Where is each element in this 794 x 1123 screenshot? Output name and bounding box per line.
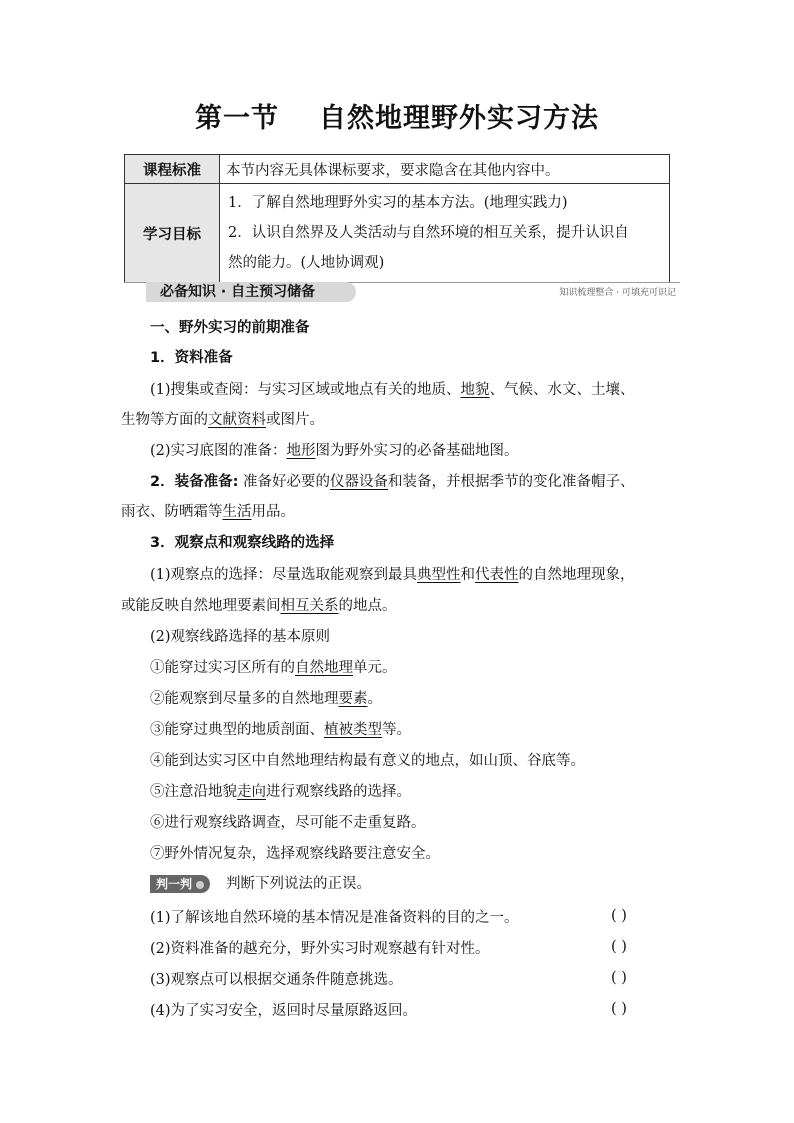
paragraph-line: 2．装备准备: 准备好必要的仪器设备和装备，并根据季节的变化准备帽子、: [150, 474, 635, 490]
curriculum-standard-header: 课程标准: [125, 155, 220, 184]
paragraph-line: (2)观察线路选择的基本原则: [150, 629, 331, 645]
banner-note: 知识梳理整合 · 可填充可识记: [559, 288, 676, 298]
section-heading: 一、野外实习的前期准备: [150, 320, 310, 336]
judge-tag: 判一判: [150, 875, 210, 893]
paragraph-line: (2)实习底图的准备：地形图为野外实习的必备基础地图。: [150, 443, 519, 459]
subheading-materials: 1．资料准备: [150, 350, 233, 366]
banner-label: 必备知识 · 自主预习储备: [146, 282, 356, 302]
judge-section: [150, 874, 710, 894]
answer-parentheses[interactable]: ( ): [611, 1001, 627, 1017]
principle-item: ⑦野外情况复杂，选择观察线路要注意安全。: [150, 846, 440, 862]
principle-item: ⑤注意沿地貌走向进行观察线路的选择。: [150, 784, 411, 800]
learning-goals-header: 学习目标: [125, 184, 220, 283]
principle-item: ③能穿过典型的地质剖面、植被类型等。: [150, 722, 411, 738]
principle-item: ①能穿过实习区所有的自然地理单元。: [150, 660, 397, 676]
page-title: 第一节 自然地理野外实习方法: [195, 103, 599, 134]
paragraph-line: 雨衣、防晒霜等生活用品。: [121, 504, 295, 520]
judge-question: (2)资料准备的越充分，野外实习时观察越有针对性。: [150, 941, 490, 957]
subheading-route: 3．观察点和观察线路的选择: [150, 535, 335, 551]
curriculum-table: [124, 154, 670, 283]
paragraph-line: (1)搜集或查阅：与实习区域或地点有关的地质、地貌、气候、水文、土壤、: [150, 382, 635, 398]
answer-parentheses[interactable]: ( ): [611, 939, 627, 955]
judge-prompt: 判断下列说法的正误。: [226, 876, 372, 892]
judge-question: (1)了解该地自然环境的基本情况是准备资料的目的之一。: [150, 910, 519, 926]
principle-item: ②能观察到尽量多的自然地理要素。: [150, 691, 382, 707]
judge-question: (4)为了实习安全，返回时尽量原路返回。: [150, 1003, 418, 1019]
section-banner: [124, 280, 680, 304]
judge-question: (3)观察点可以根据交通条件随意挑选。: [150, 972, 403, 988]
principle-item: ⑥进行观察线路调查，尽可能不走重复路。: [150, 815, 426, 831]
paragraph-line: 生物等方面的文献资料或图片。: [121, 412, 324, 428]
answer-parentheses[interactable]: ( ): [611, 970, 627, 986]
learning-goals-text: 1．了解自然地理野外实习的基本方法。(地理实践力) 2．认识自然界及人类活动与自然环境的相互关系，提升认识自 然的能力。(人地协调观): [220, 184, 670, 283]
answer-parentheses[interactable]: ( ): [611, 908, 627, 924]
paragraph-line: 或能反映自然地理要素间相互关系的地点。: [121, 598, 397, 614]
paragraph-line: (1)观察点的选择：尽量选取能观察到最具典型性和代表性的自然地理现象，: [150, 567, 635, 583]
principle-item: ④能到达实习区中自然地理结构最有意义的地点，如山顶、谷底等。: [150, 753, 585, 769]
curriculum-standard-text: 本节内容无具体课标要求，要求隐含在其他内容中。: [220, 155, 670, 184]
dot-icon: [196, 881, 204, 889]
